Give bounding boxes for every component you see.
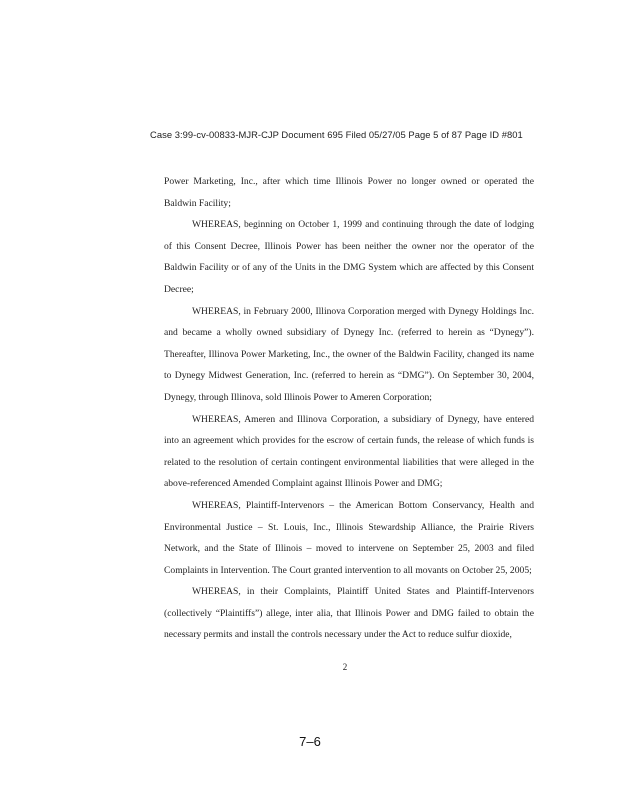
- exhibit-page-label: 7–6: [299, 734, 321, 749]
- document-body: [164, 171, 534, 646]
- case-header: Case 3:99-cv-00833-MJR-CJP Document 695 Filed 05/27/05 Page 5 of 87 Page ID #801: [150, 129, 523, 140]
- paragraph: WHEREAS, Plaintiff-Intervenors – the American Bottom Conservancy, Health and Environmental Justice – St. Louis, Inc., Illinois Stewardship Alliance, the Prairie Rivers Network, and the State of Illinois – moved to intervene on September 25, 2003 and filed Complaints in Intervention. The Court granted intervention to all movants on October 25, 2005;: [164, 499, 534, 576]
- paragraph: WHEREAS, Ameren and Illinova Corporation, a subsidiary of Dynegy, have entered into an agreement which provides for the escrow of certain funds, the release of which funds is related to the resolution of certain contingent environmental liabilities that were alleged in the above-referenced Amended Complaint against Illinois Power and DMG;: [164, 413, 534, 490]
- paragraph: WHEREAS, beginning on October 1, 1999 and continuing through the date of lodging of this Consent Decree, Illinois Power has been neither the owner nor the operator of the Baldwin Facility or of any of the Units in the DMG System which are affected by this Consent Decree;: [164, 219, 534, 295]
- paragraph: WHEREAS, in their Complaints, Plaintiff United States and Plaintiff-Intervenors (collectively “Plaintiffs”) allege, inter alia, that Illinois Power and DMG failed to obtain the necessary permits and install the controls necessary under the Act to reduce sulfur dioxide,: [164, 586, 534, 641]
- page-number: 2: [342, 662, 348, 672]
- paragraph: Power Marketing, Inc., after which time Illinois Power no longer owned or operated the Baldwin Facility;: [164, 176, 534, 209]
- paragraph: WHEREAS, in February 2000, Illinova Corporation merged with Dynegy Holdings Inc. and became a wholly owned subsidiary of Dynegy Inc. (referred to herein as “Dynegy”). Thereafter, Illinova Power Marketing, Inc., the owner of the Baldwin Facility, changed its name to Dynegy Midwest Generation, Inc. (referred to herein as “DMG”). On September 30, 2004, Dynegy, through Illinova, sold Illinois Power to Ameren Corporation;: [164, 305, 534, 403]
